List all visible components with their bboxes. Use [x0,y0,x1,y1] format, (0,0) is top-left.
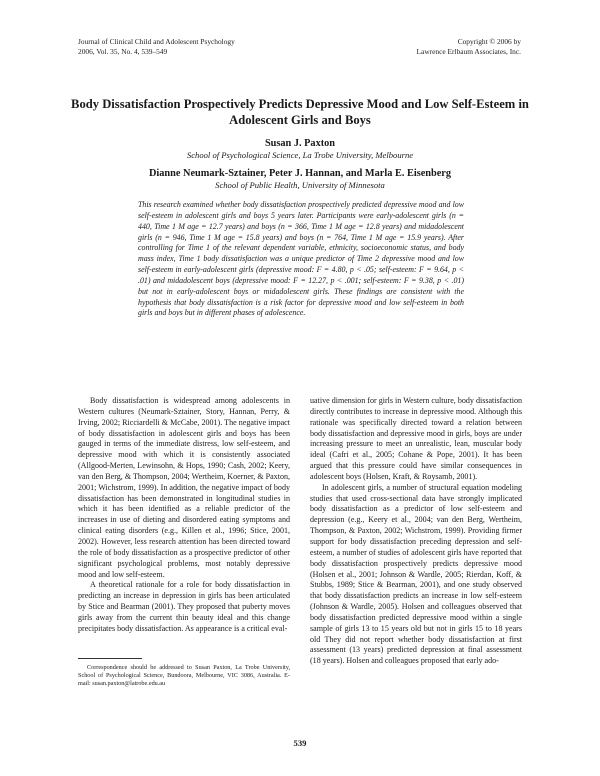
author-names: Susan J. Paxton [264,138,336,149]
page-number: 539 [293,738,307,748]
body-column-right [310,396,522,667]
body-column-left [78,396,290,635]
footnote-rule [78,658,142,659]
correspondence-footnote: Correspondence should be addressed to Susan Paxton, La Trobe University, School of Psychological Science, Bundoora, Melbourne, VIC 3086, Australia. E-mail: susan.paxton@latrobe.edu.au [78,664,290,688]
author-affiliation: School of Public Health, University of Minnesota [215,180,385,190]
article-title: Body Dissatisfaction Prospectively Predicts Depressive Mood and Low Self-Esteem in Adolescent Girls and Boys [71,97,529,127]
author-block-1 [70,137,530,161]
copyright-line: Copyright © 2006 by [457,37,521,46]
body-paragraph: A theoretical rationale for a role for body dissatisfaction in predicting an increase in depression in girls has been articulated by Stice and Bearman (2001). They proposed that puberty moves girls away from the current thin beauty ideal and this change precipitates body dissatisfaction. As appearance is a critical eval- [78,580,290,633]
author-affiliation: School of Psychological Science, La Trobe University, Melbourne [186,150,414,160]
journal-volume: 2006, Vol. 35, No. 4, 539–549 [78,46,168,56]
body-paragraph: In adolescent girls, a number of structural equation modeling studies that used cross-sectional data have strongly implicated body dissatisfaction as a predictor of low self-esteem and depression (e.g., Keery et al., 2004; van den Berg, Wertheim, Thompson, & Paxton, 2002; Wichstrom, 1999). Providing firmer support for body dissatisfaction preceding depression and self-esteem, a number of studies of adolescent girls have reported that body dissatisfaction prospectively predicts depressive mood (Holsen et al., 2001; Johnson & Wardle, 2005; Rierdan, Koff, & Stubbs, 1989; Stice & Bearman, 2001), and one study observed that body dissatisfaction predicts an increase in low self-esteem (Johnson & Wardle, 2005). Holsen and colleagues observed that body dissatisfaction predicted depressive mood within a single sample of girls 13 to 15 years old but not in girls 15 to 18 years old They did not report whether body dissatisfaction at first assessment (13 years) predicted depression at final assessment (18 years). Holsen and colleagues proposed that early ado- [310,482,522,666]
author-block-2 [70,167,530,191]
running-header-right [417,37,521,56]
body-paragraph: uative dimension for girls in Western culture, body dissatisfaction directly contributes to increase in depressive mood. Although this rationale was specifically directed toward a relation between body dissatisfaction and depressive mood in girls, boys are under increasing pressure to meet an unrealistic, lean, muscular body ideal (Cafri et al., 2005; Cohane & Pope, 2001). It has been argued that this pressure could have similar consequences in adolescent boys (Holsen, Kraft, & Roysamb, 2001). [310,396,522,481]
author-names: Dianne Neumark-Sztainer, Peter J. Hannan, and Marla E. Eisenberg [148,168,452,179]
publisher-name: Lawrence Erlbaum Associates, Inc. [416,46,521,56]
body-paragraph: Body dissatisfaction is widespread among adolescents in Western cultures (Neumark-Sztainer, Story, Hannan, Perry, & Irving, 2002; Ricciardelli & McCabe, 2001). The negative impact of body dissatisfaction in adolescent girls and boys has been gauged in terms of the immediate distress, low self-esteem, and depressive mood with which it is consistently associated (Allgood-Merten, Lewinsohn, & Hops, 1990; Cash, 2002; Keery, van den Berg, & Thompson, 2004; Wertheim, Koerner, & Paxton, 2001; Wichstrom, 1999). In addition, the negative impact of body dissatisfaction has been demonstrated in longitudinal studies in which it has been identified as a reliable predictor of the increases in use of dieting and disordered eating symptoms and clinical eating disorders (e.g., Killen et al., 1996; Stice, 2001, 2002). However, less research attention has been directed toward the role of body dissatisfaction as a prospective predictor of other significant psychological problems, most notably depressive mood and low self-esteem. [78,396,290,579]
journal-name: Journal of Clinical Child and Adolescent Psychology [78,37,235,46]
running-header-left [78,37,235,56]
abstract: This research examined whether body dissatisfaction prospectively predicted depressive mood and low self-esteem in adolescent girls and boys 5 years later. Participants were early-adolescent girls (n = 440, Time 1 M age = 12.7 years) and boys (n = 366, Time 1 M age = 12.8 years) and midadolescent girls (n = 946, Time 1 M age = 15.8 years) and boys (n = 764, Time 1 M age = 15.9 years). After controlling for Time 1 of the relevant dependent variable, ethnicity, socioeconomic status, and body mass index, Time 1 body dissatisfaction was a unique predictor of Time 2 depressive mood and low self-esteem in early-adolescent girls (depressive mood: F = 4.80, p < .05; self-esteem: F = 9.64, p < .01) and midadolescent boys (depressive mood: F = 12.27, p < .001; self-esteem: F = 9.38, p < .01) but not in early-adolescent boys or midadolescent girls. These findings are consistent with the hypothesis that body dissatisfaction is a risk factor for depressive mood and low self-esteem in both girls and boys but in different phases of adolescence. [138,200,464,318]
